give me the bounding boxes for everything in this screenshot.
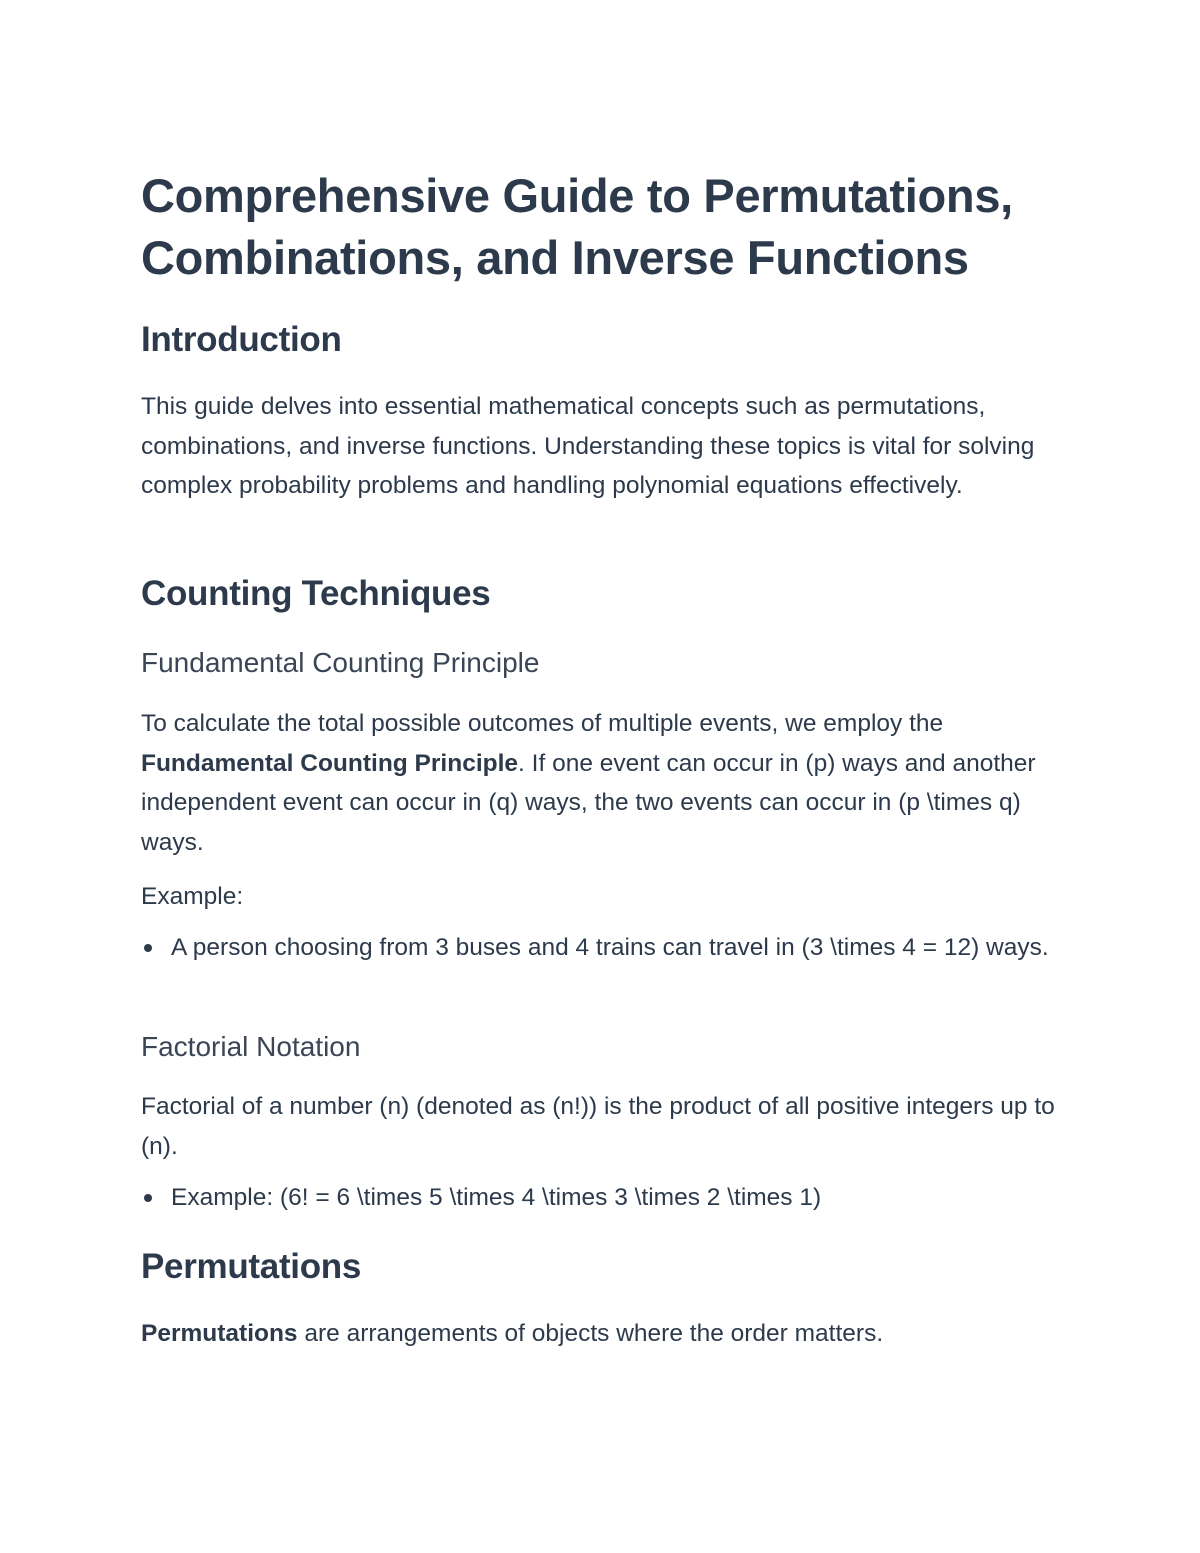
permutations-paragraph [141, 1314, 1066, 1354]
section-heading-counting-techniques: Counting Techniques [141, 574, 491, 613]
example-label: Example: [141, 883, 244, 910]
page-title: Comprehensive Guide to Permutations, Combinations, and Inverse Functions [141, 169, 1013, 284]
fundamental-paragraph-rest: . If one event can occur in (p) ways and another independent event can occur in (q) ways, the two events can occur in (p \times q) ways. [141, 749, 1036, 856]
bullet-icon [144, 1194, 152, 1202]
subsection-heading-factorial-notation: Factorial Notation [141, 1031, 361, 1062]
list-item-text: Example: (6! = 6 \times 5 \times 4 \times 3 \times 2 \times 1) [171, 1184, 822, 1211]
fundamental-principle-term: Fundamental Counting Principle [141, 749, 519, 777]
fundamental-counting-paragraph [141, 704, 1066, 862]
factorial-example-list [141, 1178, 1066, 1218]
list-item [141, 1178, 1066, 1218]
list-item-text: A person choosing from 3 buses and 4 trains can travel in (3 \times 4 = 12) ways. [171, 934, 1049, 961]
factorial-paragraph: Factorial of a number (n) (denoted as (n!)) is the product of all positive integers up to (n). [141, 1093, 1055, 1160]
permutations-paragraph-rest: are arrangements of objects where the order matters. [297, 1320, 884, 1347]
section-heading-permutations: Permutations [141, 1247, 362, 1286]
permutations-term: Permutations [141, 1320, 298, 1347]
bullet-icon [144, 944, 152, 952]
introduction-paragraph: This guide delves into essential mathematical concepts such as permutations, combinations, and inverse functions. Understanding these topics is vital for solving complex probability problems and handling polynomial equations effectively. [141, 393, 1035, 499]
fundamental-paragraph-intro: To calculate the total possible outcomes of multiple events, we employ the [141, 710, 944, 737]
fundamental-example-list [141, 928, 1066, 968]
subsection-heading-fundamental-counting-principle: Fundamental Counting Principle [141, 647, 540, 678]
section-heading-introduction: Introduction [141, 320, 342, 359]
list-item [141, 928, 1066, 968]
